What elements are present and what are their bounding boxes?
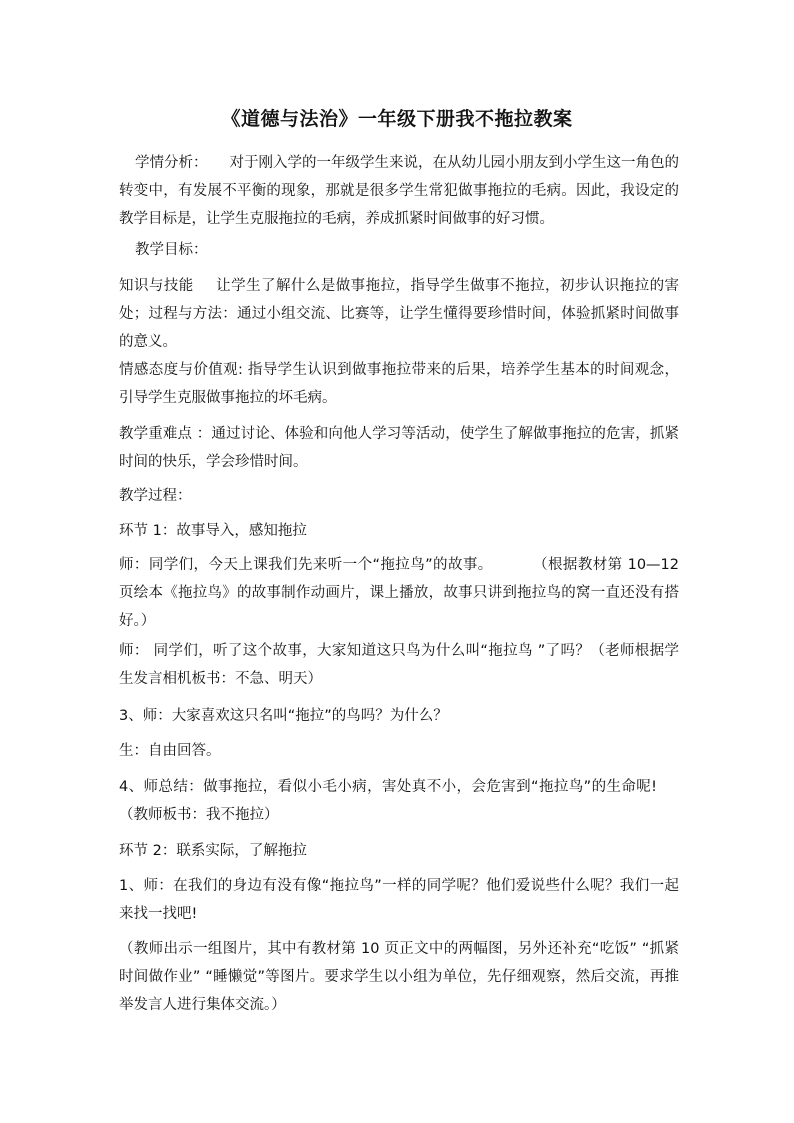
teacher-paragraph-1	[119, 551, 679, 635]
analysis-text: 对于刚入学的一年级学生来说，在从幼儿园小朋友到小学生这一角色的转变中，有发展不平衡的现象，那就是很多学生常犯做事拖拉的毛病。因此，我设定的教学目标是，让学生克服拖拉的毛病，养成抓紧时间做事的好习惯。	[119, 155, 679, 227]
analysis-label: 学情分析：	[135, 155, 208, 171]
teacher-1-note: （根据教材第 10—12 页绘本《拖拉鸟》的故事制作动画片，课上播放，故事只讲到拖拉鸟的窝一直还没有搭好。）	[119, 557, 679, 629]
document-title: 《道德与法治》一年级下册我不拖拉教案	[221, 108, 573, 130]
teacher-1-speech: 师：同学们，今天上课我们先来听一个“拖拉鸟”的故事。	[119, 557, 493, 573]
item-3: 3、师：大家喜欢这只名叫“拖拉”的鸟吗？为什么？	[119, 708, 448, 724]
teacher-paragraph-2: 师： 同学们，听了这个故事，大家知道这只鸟为什么叫“拖拉鸟 ”了吗？（老师根据学生发言相机板书：不急、明天）	[119, 643, 679, 687]
knowledge-text: 让学生了解什么是做事拖拉，指导学生做事不拖拉，初步认识拖拉的害处；过程与方法：通过小组交流、比赛等，让学生懂得要珍惜时间，体验抓紧时间做事的意义。	[119, 278, 680, 350]
knowledge-paragraph	[119, 272, 679, 356]
goals-heading: 教学目标：	[135, 242, 208, 258]
step-1-heading: 环节 1：故事导入，感知拖拉	[119, 523, 307, 539]
item-4-summary: 4、师总结：做事拖拉，看似小毛小病，害处真不小，会危害到“拖拉鸟”的生命呢!	[119, 779, 657, 795]
key-difficulty-paragraph: 教学重难点 ：通过讨论、体验和向他人学习等活动，使学生了解做事拖拉的危害，抓紧时间的快乐，学会珍惜时间。	[119, 426, 679, 470]
student-answer: 生：自由回答。	[119, 743, 221, 759]
emotion-paragraph: 情感态度与价值观: 指导学生认识到做事拖拉带来的后果，培养学生基本的时间观念，引导学生克服做事拖拉的坏毛病。	[119, 362, 679, 406]
item-4	[119, 773, 679, 829]
knowledge-label: 知识与技能	[119, 278, 194, 294]
item-1: 1、师：在我们的身边有没有像“拖拉鸟”一样的同学呢？他们爱说些什么呢？我们一起来找一找吧!	[119, 878, 679, 922]
teacher-note: （教师出示一组图片，其中有教材第 10 页正文中的两幅图，另外还补充“吃饭” “抓紧时间做作业” “睡懒觉”等图片。要求学生以小组为单位，先仔细观察，然后交流，再推举发言人进行集体交流。）	[119, 941, 679, 1013]
analysis-paragraph	[119, 149, 679, 233]
process-heading: 教学过程：	[119, 488, 192, 504]
step-2-heading: 环节 2：联系实际，了解拖拉	[119, 843, 307, 859]
item-4-board-note: （教师板书：我不拖拉）	[119, 807, 279, 823]
